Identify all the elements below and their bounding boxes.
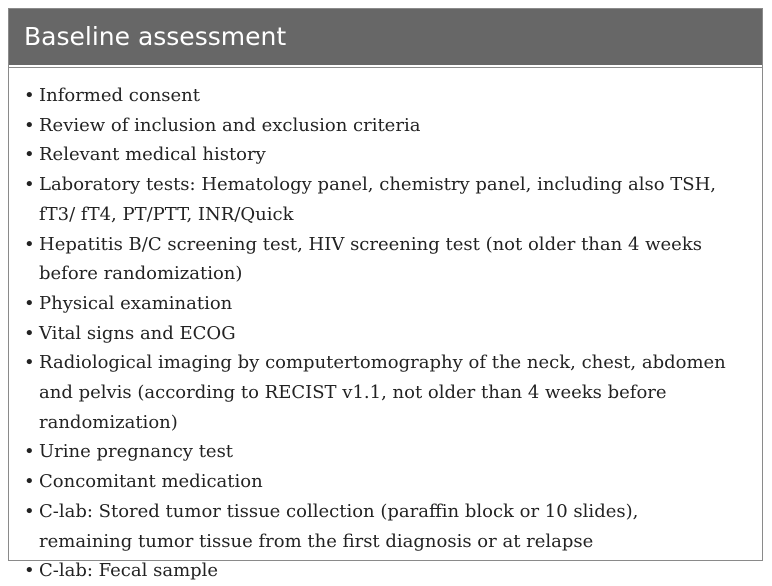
table-header: Baseline assessment [9, 9, 762, 65]
list-item: • Concomitant medication [24, 467, 732, 497]
baseline-assessment-table [8, 8, 763, 582]
list-item: • Urine pregnancy test [24, 437, 732, 467]
list-item: • Informed consent [24, 81, 732, 111]
list-item: • Relevant medical history [24, 140, 732, 170]
list-item: • Radiological imaging by computertomography of the neck, chest, abdomen and pelvis (according to RECIST v1.1, not older than 4 weeks before randomization) [24, 348, 732, 437]
list-item: • Vital signs and ECOG [24, 319, 732, 349]
list-item: • C-lab: Stored tumor tissue collection (paraffin block or 10 slides), remaining tumor tissue from the first diagnosis or at relapse [24, 497, 732, 556]
list-item: • Physical examination [24, 289, 732, 319]
list-item: • Hepatitis B/C screening test, HIV screening test (not older than 4 weeks before randomization) [24, 230, 732, 289]
assessment-list [9, 68, 762, 586]
list-item: • C-lab: Fecal sample [24, 556, 732, 586]
list-item: • Review of inclusion and exclusion criteria [24, 111, 732, 141]
list-item: • Laboratory tests: Hematology panel, chemistry panel, including also TSH, fT3/ fT4, PT/PTT, INR/Quick [24, 170, 732, 229]
